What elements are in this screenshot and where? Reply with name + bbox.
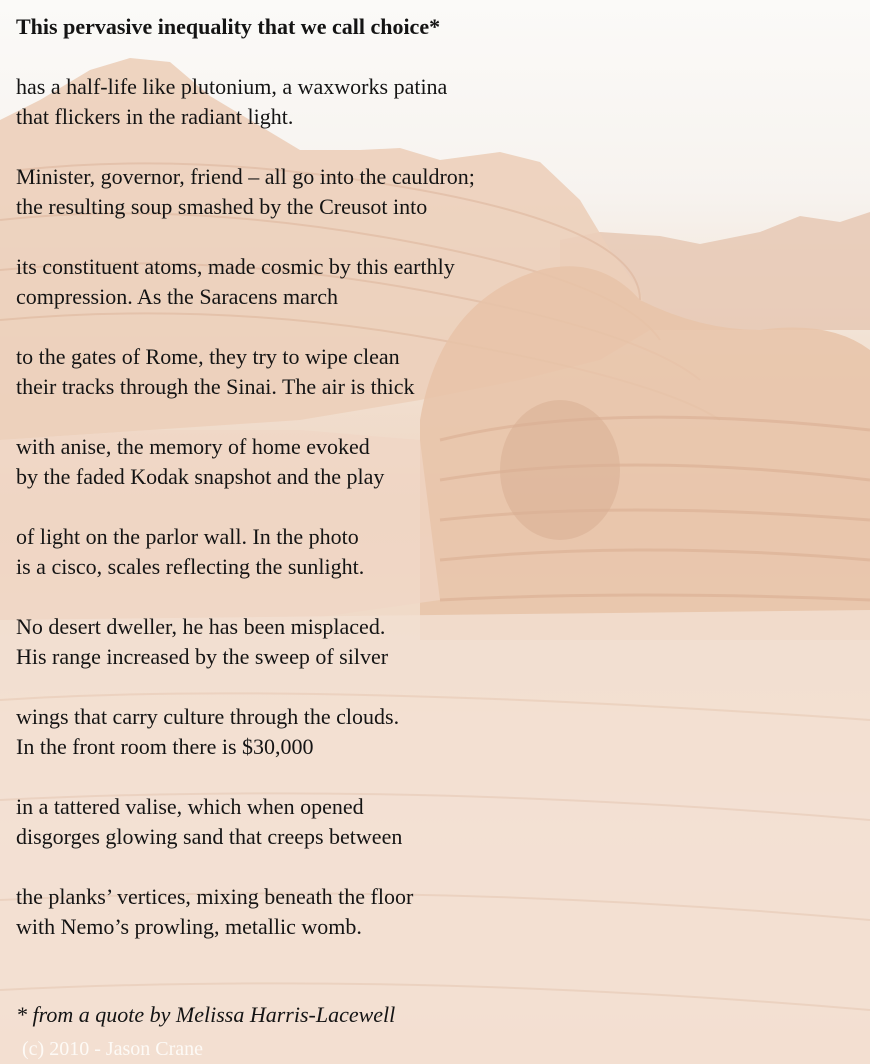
poem-line: has a half-life like plutonium, a waxworks patina <box>16 74 448 99</box>
copyright-notice: (c) 2010 - Jason Crane <box>22 1038 204 1060</box>
poem-title: This pervasive inequality that we call choice* <box>16 14 441 39</box>
poem-line: its constituent atoms, made cosmic by this earthly <box>16 254 455 279</box>
footnote: * from a quote by Melissa Harris-Lacewell <box>16 1002 396 1027</box>
poem-line: In the front room there is $30,000 <box>16 734 314 759</box>
stanza <box>16 252 856 312</box>
stanza <box>16 612 856 672</box>
poem-line: the resulting soup smashed by the Creusot into <box>16 194 428 219</box>
poem-line: compression. As the Saracens march <box>16 284 338 309</box>
stanza <box>16 432 856 492</box>
stanza <box>16 72 856 132</box>
stanza <box>16 702 856 762</box>
poem-line: Minister, governor, friend – all go into the cauldron; <box>16 164 475 189</box>
poem-line: with anise, the memory of home evoked <box>16 434 370 459</box>
stanza <box>16 522 856 582</box>
poem-line: that flickers in the radiant light. <box>16 104 294 129</box>
poem-line: with Nemo’s prowling, metallic womb. <box>16 914 362 939</box>
poem-line: to the gates of Rome, they try to wipe clean <box>16 344 400 369</box>
poem <box>16 12 856 942</box>
poem-line: disgorges glowing sand that creeps between <box>16 824 403 849</box>
poem-line: by the faded Kodak snapshot and the play <box>16 464 385 489</box>
stanza <box>16 342 856 402</box>
poem-line: No desert dweller, he has been misplaced. <box>16 614 386 639</box>
poem-line: the planks’ vertices, mixing beneath the floor <box>16 884 414 909</box>
poem-line: His range increased by the sweep of silver <box>16 644 389 669</box>
stanza <box>16 162 856 222</box>
poem-line: is a cisco, scales reflecting the sunlight. <box>16 554 365 579</box>
poem-line: their tracks through the Sinai. The air is thick <box>16 374 415 399</box>
stanza <box>16 792 856 852</box>
poem-line: in a tattered valise, which when opened <box>16 794 364 819</box>
poem-line: wings that carry culture through the clouds. <box>16 704 400 729</box>
poem-line: of light on the parlor wall. In the photo <box>16 524 359 549</box>
stanza <box>16 882 856 942</box>
